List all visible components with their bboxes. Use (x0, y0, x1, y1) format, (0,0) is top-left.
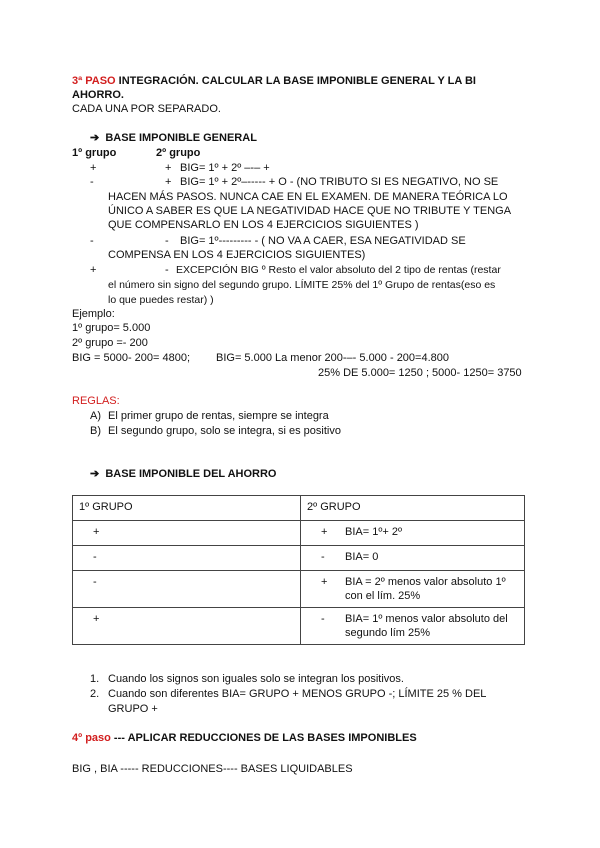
rule-text: El segundo grupo, solo se integra, si es positivo (108, 425, 341, 437)
table-cell (301, 521, 525, 546)
big-row-sign1: - (90, 176, 94, 188)
example-label: Ejemplo: (72, 308, 115, 320)
big-col2-header: 2º grupo (156, 147, 201, 159)
rule-text: El primer grupo de rentas, siempre se integra (108, 410, 329, 422)
note-text: Cuando son diferentes BIA= GRUPO + MENOS GRUPO -; LÍMITE 25 % DEL (108, 688, 487, 700)
big-row-sign1: + (90, 162, 97, 174)
table-cell (73, 571, 301, 608)
big-row-text: BIG= 1º + 2º–----- + O - (NO TRIBUTO SI ES NEGATIVO, NO SE (180, 176, 499, 188)
table-cell (73, 608, 301, 645)
big-row-text-cont: lo que puedes restar) ) (108, 294, 214, 306)
table-cell (301, 608, 525, 645)
sign: - (93, 576, 97, 588)
big-row-sign2: + (165, 162, 172, 174)
cell-text: BIA= 1º+ 2º (345, 526, 402, 538)
table-cell (301, 571, 525, 608)
sign: - (321, 613, 325, 625)
rule-marker: B) (90, 425, 101, 437)
cell-text: BIA= 1º menos valor absoluto del segundo lím 25% (345, 613, 508, 639)
paso4-label: 4º paso (72, 732, 111, 744)
table-header-row (73, 496, 525, 521)
big-row-text-cont: COMPENSA EN LOS 4 EJERCICIOS SIGUIENTES) (108, 249, 366, 261)
table-cell (73, 546, 301, 571)
big-row-text-cont: el número sin signo del segundo grupo. LÍMITE 25% del 1º Grupo de rentas(eso es (108, 279, 496, 291)
rule-marker: A) (90, 410, 101, 422)
table-row (73, 571, 525, 608)
table-header-cell: 2º GRUPO (301, 496, 525, 521)
sign: - (321, 551, 325, 563)
big-row-text: BIG= 1º--------- - ( NO VA A CAER, ESA NEGATIVIDAD SE (180, 235, 466, 247)
big-row-sign2: + (165, 176, 172, 188)
example-line: 25% DE 5.000= 1250 ; 5000- 1250= 3750 (318, 367, 522, 379)
paso4-heading (72, 731, 417, 745)
note-number: 2. (90, 688, 100, 700)
sign: + (321, 576, 328, 588)
table-header-cell: 1º GRUPO (73, 496, 301, 521)
sign: + (93, 526, 100, 538)
bia-heading (90, 467, 276, 481)
big-heading-text: BASE IMPONIBLE GENERAL (105, 132, 257, 144)
bia-heading-text: BASE IMPONIBLE DEL AHORRO (105, 468, 277, 480)
example-line: BIG= 5.000 La menor 200-–- 5.000 - 200=4.800 (216, 352, 449, 364)
table-cell (73, 521, 301, 546)
table-row (73, 521, 525, 546)
big-row-text-cont: ÚNICO A SABER ES QUE LA NEGATIVIDAD HACE QUE NO TRIBUTE Y TENGA (108, 205, 512, 217)
cell-text: BIA= 0 (345, 551, 379, 563)
big-col1-header: 1º grupo (72, 147, 117, 159)
big-row-text-cont: QUE COMPENSARLO EN LOS 4 EJERCICIOS SIGUIENTES ) (108, 219, 419, 231)
big-row-text-cont: HACEN MÁS PASOS. NUNCA CAE EN EL EXAMEN. DE MANERA TEÓRICA LO (108, 191, 508, 203)
paso3-title: INTEGRACIÓN. CALCULAR LA BASE IMPONIBLE GENERAL Y LA BI (115, 75, 476, 87)
bia-table (72, 495, 525, 645)
paso3-heading (72, 74, 476, 88)
big-row-sign2: - (165, 235, 169, 247)
big-row-sign2: - (165, 264, 169, 276)
big-row-text: BIG= 1º + 2º –-– + (180, 162, 270, 174)
note-text: Cuando los signos son iguales solo se integran los positivos. (108, 673, 404, 685)
big-row-sign1: + (90, 264, 97, 276)
big-heading (90, 131, 257, 145)
note-number: 1. (90, 673, 100, 685)
big-row-text: EXCEPCIÓN BIG º Resto el valor absoluto del 2 tipo de rentas (restar (176, 264, 501, 276)
paso4-title: --- APLICAR REDUCCIONES DE LAS BASES IMPONIBLES (110, 732, 417, 744)
paso4-line: BIG , BIA ----- REDUCCIONES---- BASES LIQUIDABLES (72, 763, 353, 775)
example-line: 2º grupo =- 200 (72, 337, 148, 349)
paso3-title-line2: AHORRO. (72, 89, 124, 101)
sign: + (93, 613, 100, 625)
rules-label: REGLAS: (72, 395, 120, 407)
sign: + (321, 526, 328, 538)
note-text-cont: GRUPO + (108, 703, 158, 715)
table-cell (301, 546, 525, 571)
paso3-subtitle: CADA UNA POR SEPARADO. (72, 103, 221, 115)
big-row-sign1: - (90, 235, 94, 247)
table-row (73, 608, 525, 645)
paso3-label: 3ª PASO (72, 75, 116, 87)
sign: - (93, 551, 97, 563)
example-line: BIG = 5000- 200= 4800; (72, 352, 191, 364)
cell-text: BIA = 2º menos valor absoluto 1º con el lím. 25% (345, 576, 506, 602)
arrow-right-icon: ➔ (90, 132, 100, 144)
table-row (73, 546, 525, 571)
arrow-right-icon: ➔ (90, 468, 100, 480)
example-line: 1º grupo= 5.000 (72, 322, 151, 334)
